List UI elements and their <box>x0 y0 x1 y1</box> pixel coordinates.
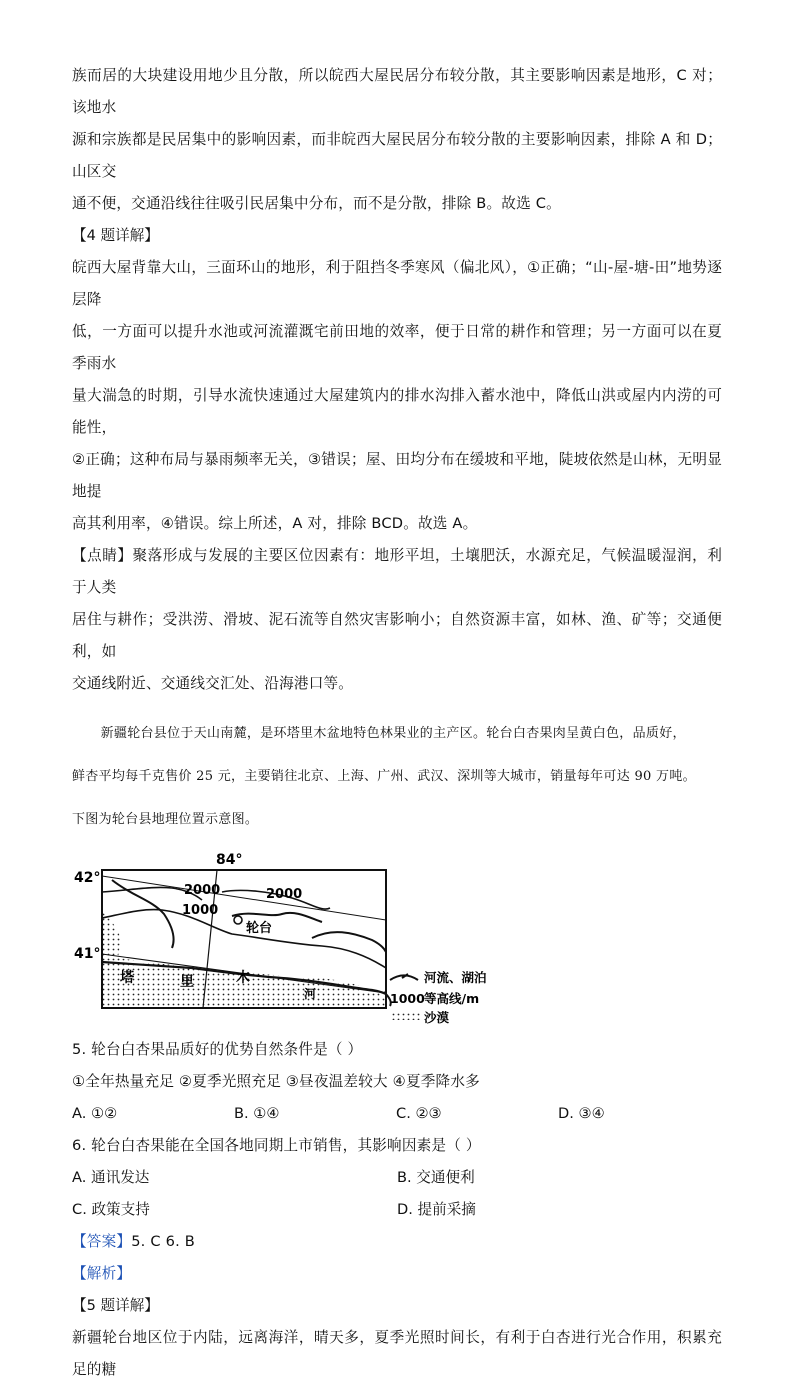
intro-line-3: 通不便，交通沿线往往吸引民居集中分布，而不是分散，排除 B。故选 C。 <box>72 195 561 212</box>
q5-options <box>72 1098 722 1130</box>
legend-river-symbol <box>390 974 418 980</box>
q6-option-d: D. 提前采摘 <box>397 1201 476 1218</box>
q4-line-2: 低，一方面可以提升水池或河流灌溉宅前田地的效率，便于日常的耕作和管理；另一方面可以在夏季雨水 <box>72 323 722 372</box>
q4-heading: 【4 题详解】 <box>72 227 159 244</box>
legend-river-lake-label: 河流、湖泊 <box>424 970 487 985</box>
q5-option-c: C. ②③ <box>396 1105 442 1122</box>
river-char-4: 河 <box>304 987 317 1001</box>
q6-stem: 6. 轮台白杏果能在全国各地同期上市销售，其影响因素是（ ） <box>72 1137 481 1154</box>
legend-desert-symbol <box>390 1012 420 1020</box>
river-char-3: 木 <box>236 970 250 986</box>
q6-options-row-1 <box>72 1162 722 1194</box>
q5-option-a: A. ①② <box>72 1105 118 1122</box>
luntai-location-map <box>72 848 512 1028</box>
q6-option-c: C. 政策支持 <box>72 1201 150 1218</box>
river-char-2: 里 <box>180 974 194 990</box>
q5-detail-line: 新疆轮台地区位于内陆，远离海洋，晴天多，夏季光照时间长，有利于白杏进行光合作用，积累充足的糖 <box>72 1329 722 1378</box>
q5-conditions: ①全年热量充足 ②夏季光照充足 ③昼夜温差较大 ④夏季降水多 <box>72 1073 480 1090</box>
contour-label-2000-b: 2000 <box>266 887 303 902</box>
material-line-3: 下图为轮台县地理位置示意图。 <box>72 812 259 827</box>
analysis-label: 【解析】 <box>72 1265 132 1282</box>
lat-42-label: 42° <box>74 870 101 886</box>
q4-line-5: 高其利用率，④错误。综上所述，A 对，排除 BCD。故选 A。 <box>72 515 478 532</box>
contour-label-1000: 1000 <box>182 903 219 918</box>
q5-option-b: B. ①④ <box>234 1105 280 1122</box>
intro-line-2: 源和宗族都是民居集中的影响因素，而非皖西大屋民居分布较分散的主要影响因素，排除 A 和 D；山区交 <box>72 131 722 180</box>
q6-option-a: A. 通讯发达 <box>72 1169 150 1186</box>
river-east <box>312 932 386 952</box>
q6-option-b: B. 交通便利 <box>397 1169 475 1186</box>
q4-line-4: ②正确；这种布局与暴雨频率无关，③错误；屋、田均分布在缓坡和平地，陡坡依然是山林，无明显地提 <box>72 451 722 500</box>
town-luntai-marker <box>234 916 242 924</box>
q6-options-row-2 <box>72 1194 722 1226</box>
map-svg <box>72 848 512 1028</box>
dianjing-label: 【点睛】 <box>72 547 133 564</box>
q5-option-d: D. ③④ <box>558 1105 605 1122</box>
lon-label: 84° <box>216 852 243 868</box>
answer-label: 【答案】 <box>72 1233 132 1250</box>
answer-line <box>72 1226 722 1258</box>
q5-detail-heading: 【5 题详解】 <box>72 1297 159 1314</box>
q4-line-3: 量大湍急的时期，引导水流快速通过大屋建筑内的排水沟排入蓄水池中，降低山洪或屋内内涝的可能性， <box>72 387 722 436</box>
dianjing-line-3: 交通线附近、交通线交汇处、沿海港口等。 <box>72 675 354 692</box>
dianjing-line-1: 【点睛】聚落形成与发展的主要区位因素有：地形平坦，土壤肥沃，水源充足，气候温暖湿润，利于人类 <box>72 547 722 596</box>
town-label: 轮台 <box>246 921 273 936</box>
lat-41-label: 41° <box>74 946 101 962</box>
q4-line-1: 皖西大屋背靠大山，三面环山的地形，利于阻挡冬季寒风（偏北风），①正确；“山-屋-塘-田”地势逐层降 <box>72 259 722 308</box>
contour-1000 <box>102 910 386 968</box>
q5-stem: 5. 轮台白杏果品质好的优势自然条件是（ ） <box>72 1041 363 1058</box>
river-char-1: 塔 <box>120 970 134 986</box>
document-page <box>72 60 722 1386</box>
legend-contour-value: 1000 <box>390 991 425 1006</box>
intro-line-1: 族而居的大块建设用地少且分散，所以皖西大屋民居分布较分散，其主要影响因素是地形，C 对；该地水 <box>72 67 722 116</box>
contour-label-2000-a: 2000 <box>184 883 221 898</box>
desert-area-west <box>102 910 386 1008</box>
material-line-1: 新疆轮台县位于天山南麓，是环塔里木盆地特色林果业的主产区。轮台白杏果肉呈黄白色，品质好， <box>100 726 686 741</box>
material-line-2: 鲜杏平均每千克售价 25 元，主要销往北京、上海、广州、武汉、深圳等大城市，销量每年可达 90 万吨。 <box>72 769 696 784</box>
legend-contour-label: 等高线/m <box>424 991 480 1006</box>
answer-text: 5. C 6. B <box>131 1233 195 1250</box>
legend-desert-label: 沙漠 <box>424 1010 450 1025</box>
dianjing-line-2: 居住与耕作；受洪涝、滑坡、泥石流等自然灾害影响小；自然资源丰富，如林、渔、矿等；交通便利，如 <box>72 611 722 660</box>
